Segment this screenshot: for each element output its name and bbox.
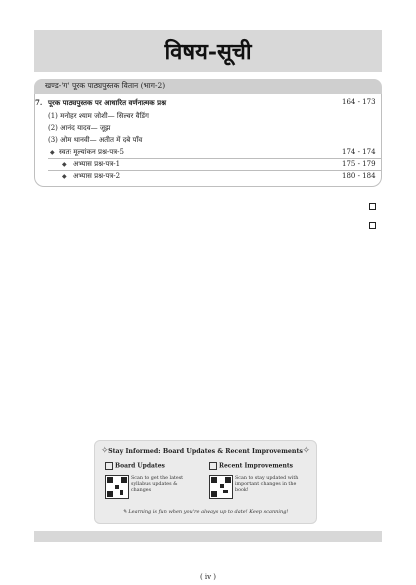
section-label: खण्ड-'ग' पूरक पाठ्यपुस्तक वितान (भाग-2)	[45, 81, 166, 90]
toc-item: (1) मनोहर श्याम जोशी— सिल्वर वैडिंग	[48, 112, 149, 120]
toc-item: (3) ओम थानवी— अतीत में दबे पाँव	[48, 136, 143, 144]
end-mark-icon	[369, 195, 383, 201]
board-updates-heading	[105, 462, 165, 470]
recent-improvements-heading	[209, 462, 293, 470]
recent-improvements-qr-code[interactable]	[209, 475, 233, 499]
toc-box	[34, 94, 382, 187]
diamond-bullet-icon: ◆	[62, 161, 67, 168]
practice-item: अभ्यास प्रश्न-पत्र-1	[73, 160, 121, 168]
practice-item-pages: 180 - 184	[342, 172, 376, 180]
recent-improvements-label: Recent Improvements	[219, 462, 293, 470]
document-icon	[209, 462, 217, 470]
diamond-bullet-icon: ◆	[50, 149, 55, 156]
toc-item: (2) आनंद यादव— जूझ	[48, 124, 111, 132]
practice-item: अभ्यास प्रश्न-पत्र-2	[73, 172, 121, 180]
updates-promo-card	[94, 440, 317, 524]
practice-item: स्वतः मूल्यांकन प्रश्न-पत्र-5	[59, 148, 124, 156]
pencil-icon: ✎	[122, 509, 129, 515]
page-number: ( iv )	[199, 573, 217, 581]
page-title: विषय-सूची	[164, 39, 252, 65]
board-updates-qr-code[interactable]	[105, 475, 129, 499]
sparkle-icon: ✧	[302, 446, 310, 456]
toc-heading-pages: 164 - 173	[342, 98, 376, 106]
toc-heading-number: 7.	[35, 98, 43, 107]
diamond-bullet-icon: ◆	[62, 173, 67, 180]
practice-item-pages: 175 - 179	[342, 160, 376, 168]
sparkle-icon: ✧	[101, 446, 109, 456]
recent-improvements-description: Scan to stay updated with important changes in the book!	[235, 476, 299, 493]
promo-tagline	[95, 509, 316, 515]
divider	[48, 170, 381, 171]
toc-heading-label: पूरक पाठ्यपुस्तक पर आधारित वर्णनात्मक प्रश्न	[48, 98, 167, 107]
divider	[48, 158, 381, 159]
board-updates-label: Board Updates	[115, 462, 165, 470]
title-banner	[34, 30, 382, 72]
board-updates-description: Scan to get the latest syllabus updates & changes	[131, 476, 184, 493]
section-header	[34, 79, 382, 94]
footer-bar	[34, 531, 382, 542]
practice-item-pages: 174 - 174	[342, 148, 376, 156]
promo-tagline-text: Learning is fun when you're always up to date! Keep scanning!	[128, 509, 289, 515]
promo-title: Stay Informed: Board Updates & Recent Improvements	[108, 448, 303, 455]
board-icon	[105, 462, 113, 470]
